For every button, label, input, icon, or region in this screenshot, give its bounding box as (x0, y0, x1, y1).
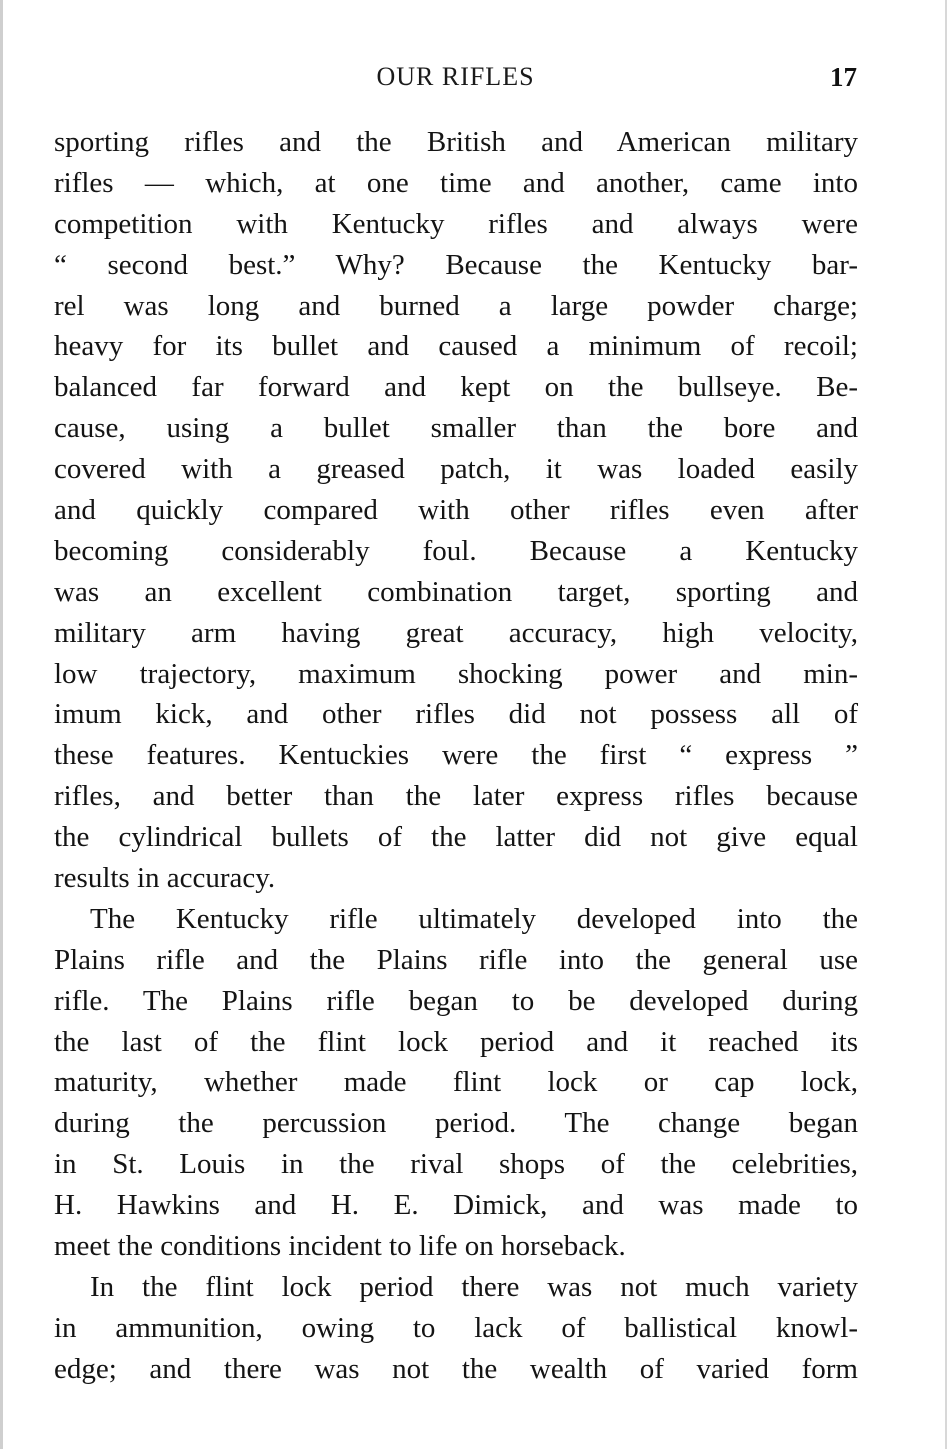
text-line: and quickly compared with other rifles even after (54, 494, 858, 527)
text-line: the cylindrical bullets of the latter did not give equal (54, 821, 858, 854)
text-line: Plains rifle and the Plains rifle into the general use (54, 943, 858, 976)
text-line: rel was long and burned a large powder charge; (54, 289, 858, 322)
text-line: the last of the flint lock period and it reached its (54, 1025, 858, 1058)
paragraph-3 (54, 1267, 858, 1390)
paragraph-2 (54, 899, 858, 1267)
text-line: “ second best.” Why? Because the Kentucky bar- (54, 248, 858, 281)
text-line: military arm having great accuracy, high velocity, (54, 616, 858, 649)
text-line: during the percussion period. The change began (54, 1107, 858, 1140)
page-number: 17 (830, 62, 857, 92)
text-line: In the flint lock period there was not much variety (90, 1270, 858, 1303)
text-line: heavy for its bullet and caused a minimum of recoil; (54, 330, 858, 363)
text-line: rifles — which, at one time and another, came into (54, 166, 858, 199)
text-line: in St. Louis in the rival shops of the celebrities, (54, 1148, 858, 1181)
text-line: imum kick, and other rifles did not possess all of (54, 698, 858, 731)
text-line: these features. Kentuckies were the first “ express ” (54, 739, 858, 772)
text-line: H. Hawkins and H. E. Dimick, and was made to (54, 1189, 858, 1222)
text-body (54, 122, 858, 1390)
text-line: meet the conditions incident to life on horseback. (54, 1230, 626, 1263)
running-head (54, 62, 857, 98)
text-line: balanced far forward and kept on the bullseye. Be- (54, 371, 858, 404)
text-line: was an excellent combination target, sporting and (54, 575, 858, 608)
text-line: maturity, whether made flint lock or cap lock, (54, 1066, 858, 1099)
text-line: cause, using a bullet smaller than the bore and (54, 412, 858, 445)
text-line: low trajectory, maximum shocking power and min- (54, 657, 858, 690)
text-line: results in accuracy. (54, 862, 276, 895)
text-line: becoming considerably foul. Because a Kentucky (54, 534, 858, 567)
text-line: in ammunition, owing to lack of ballistical knowl- (54, 1311, 858, 1344)
text-line: covered with a greased patch, it was loaded easily (54, 453, 858, 486)
page-edge-left (0, 0, 3, 1449)
text-line: rifle. The Plains rifle began to be developed during (54, 984, 858, 1017)
text-line: rifles, and better than the later express rifles because (54, 780, 858, 813)
text-line: The Kentucky rifle ultimately developed into the (90, 902, 858, 935)
text-line: sporting rifles and the British and American military (54, 126, 858, 158)
text-line: edge; and there was not the wealth of varied form (54, 1352, 858, 1385)
running-head-title: OUR RIFLES (376, 62, 535, 91)
paragraph-1 (54, 122, 858, 899)
text-line: competition with Kentucky rifles and always were (54, 207, 858, 240)
